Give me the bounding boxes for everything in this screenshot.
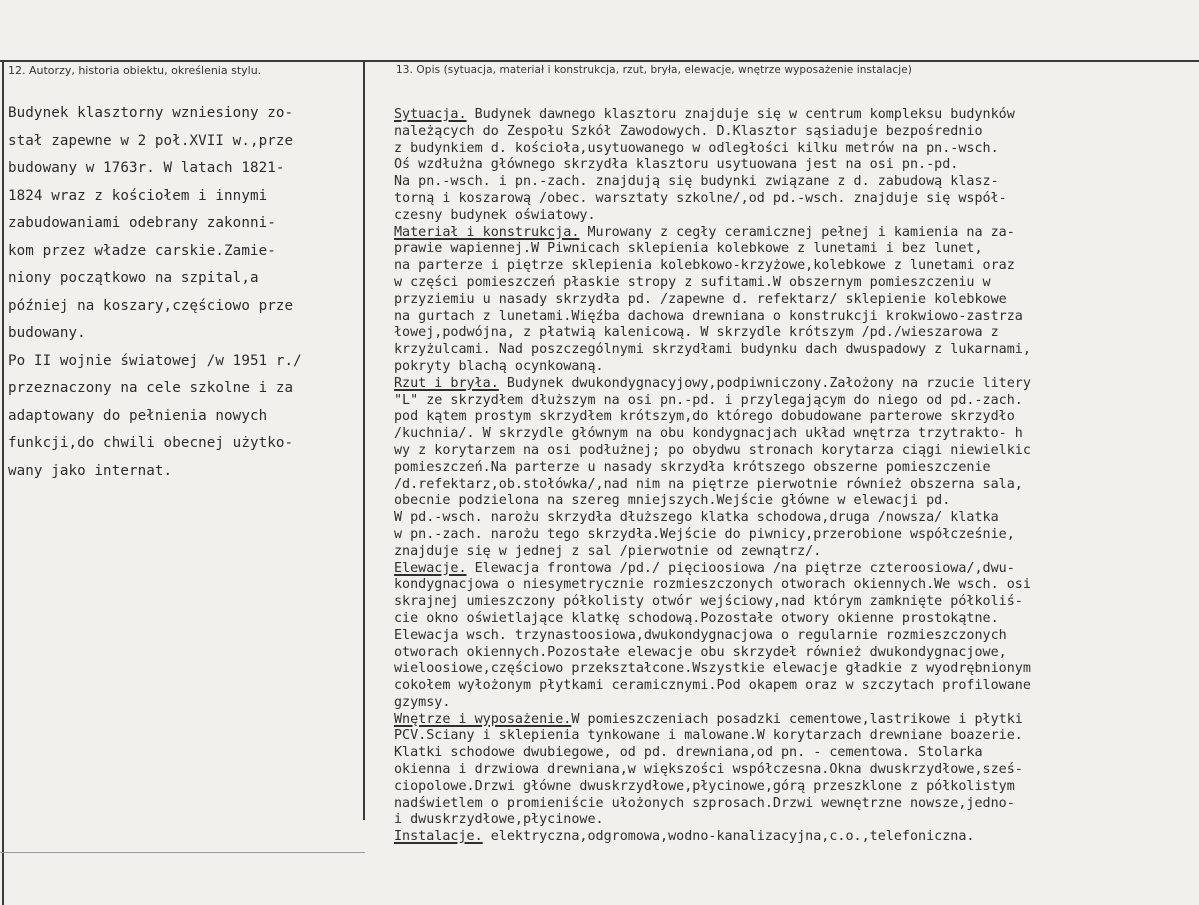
history-text-line: budowany w 1763r. W latach 1821- [8, 160, 285, 176]
description-text-line [394, 460, 1194, 477]
line-text: z budynkiem d. kościoła,usytuowanego w odległości kilku metrów na pn.-wsch. [394, 140, 999, 156]
description-text-line [394, 561, 1194, 578]
line-text: Elewacja frontowa /pd./ pięcioosiowa /na piętrze czteroosiowa/,dwu- [466, 560, 1015, 576]
description-text-line [394, 409, 1194, 426]
line-text: w części pomieszczeń płaskie stropy z sufitami.W obszernym pomieszczeniu w [394, 274, 991, 290]
section-heading: Wnętrze i wyposażenie. [394, 711, 572, 727]
description-text-line [394, 157, 1194, 174]
line-text: PCV.Ściany i sklepienia tynkowane i malowane.W korytarzach drewniane boazerie. [394, 728, 1023, 744]
description-text-line [394, 393, 1194, 410]
line-text: torną i koszarową /obec. warsztaty szkolne/,od pd.-wsch. znajduje się współ- [394, 190, 1007, 206]
line-text: kondygnacjowa o niesymetrycznie rozmieszczonych otworach okiennych.We wsch. osi [394, 577, 1031, 593]
description-text-line [394, 443, 1194, 460]
line-text: W pomieszczeniach posadzki cementowe,lastrikowe i płytki [571, 711, 1023, 727]
history-text-line: wany jako internat. [8, 462, 173, 479]
section-heading: Sytuacja. [394, 107, 467, 122]
line-text: pod kątem prostym skrzydłem krótszym,do którego dobudowane parterowe skrzydło [394, 409, 1015, 425]
description-text-line [394, 779, 1194, 796]
line-text: cie okno oświetlające klatkę schodową.Pozostałe otwory okienne prostokątne. [394, 610, 999, 626]
description-text-line [394, 275, 1194, 292]
history-text-line: przeznaczony na cele szkolne i za [8, 380, 294, 396]
history-text-line: adaptowany do pełnienia nowych [8, 407, 268, 424]
line-text: Na pn.-wsch. i pn.-zach. znajdują się budynki związane z d. zabudową klasz- [394, 174, 999, 190]
description-text-line [394, 510, 1194, 527]
line-text: należących do Zespołu Szkół Zawodowych. D.Klasztor sąsiaduje bezpośrednio [394, 123, 983, 139]
description-text-line [394, 577, 1194, 594]
description-text-line [394, 225, 1194, 242]
section-heading: Materiał i konstrukcja. [394, 224, 580, 240]
description-text-line [394, 796, 1194, 813]
line-text: pomieszczeń.Na parterze u nasady skrzydła krótszego obszerne pomieszczenie [394, 459, 991, 475]
line-text: Budynek dwukondygnacyjowy,podpiwniczony.Założony na rzucie litery [498, 375, 1031, 391]
description-text-line [394, 829, 1194, 846]
description-text-line [394, 493, 1194, 510]
left-bottom-rule [0, 852, 365, 853]
description-text-line [394, 426, 1194, 443]
line-text: Murowany z cegły ceramicznej pełnej i kamienia na za- [579, 224, 1015, 240]
section-12-header: 12. Autorzy, historia obiektu, określenia stylu. [8, 64, 262, 77]
line-text: skrajnej umieszczony półkolisty otwór wejściowy,nad którym zamknięte półkoliś- [394, 594, 1023, 610]
column-divider [363, 60, 365, 820]
description-text-line [394, 695, 1194, 712]
left-border-rule [2, 60, 4, 905]
top-rule [0, 60, 1199, 62]
description-text-line [394, 325, 1194, 342]
description-text-line [394, 309, 1194, 326]
line-text: cokołem wyłożonym płytkami ceramicznymi.Pod okapem oraz w szczytach profilowane [394, 678, 1031, 694]
description-text-line [394, 728, 1194, 745]
line-text: wy z korytarzem na osi podłużnej; po obydwu stronach korytarza ciągi niewielkic [394, 442, 1031, 458]
line-text: na parterze i piętrze sklepienia kolebkowo-krzyżowe,kolebkowe z lunetami oraz [394, 258, 1015, 274]
description-text-line [394, 812, 1194, 829]
line-text: przyziemiu u nasady skrzydła pd. /zapewne d. refektarz/ sklepienie kolebkowe [394, 291, 1007, 307]
history-text-line: stał zapewne w 2 poł.XVII w.,prze [8, 132, 294, 149]
description-text-line [394, 594, 1194, 611]
history-text-line: 1824 wraz z kościołem i innymi [8, 187, 268, 204]
description-text-line [394, 174, 1194, 191]
history-text-line: Po II wojnie światowej /w 1951 r./ [8, 352, 302, 369]
line-text: prawie wapiennej.W Piwnicach sklepienia kolebkowe z lunetami i bez lunet, [394, 241, 983, 257]
line-text: Budynek dawnego klasztoru znajduje się w centrum kompleksu budynków [466, 107, 1015, 122]
history-text-line: budowany. [8, 325, 86, 341]
description-text-line [394, 258, 1194, 275]
line-text: i dwuskrzydłowe,płycinowe. [394, 812, 604, 828]
description-text-line [394, 661, 1194, 678]
description-text-line [394, 544, 1194, 561]
line-text: ciopolowe.Drzwi główne dwuskrzydłowe,płycinowe,górą przeszklone z półkolistym [394, 778, 1015, 794]
description-text-line [394, 191, 1194, 208]
description-text-line [394, 292, 1194, 309]
description-text-line [394, 208, 1194, 225]
description-text-line [394, 678, 1194, 695]
history-text-line: funkcji,do chwili obecnej użytko- [8, 435, 294, 451]
line-text: w pn.-zach. narożu tego skrzydła.Wejście do piwnicy,przerobione współcześnie, [394, 526, 1015, 542]
description-text-line [394, 124, 1194, 141]
line-text: okienna i drzwiowa drewniana,w większości współczesna.Okna dwuskrzydłowe,sześ- [394, 762, 1023, 778]
description-text-line [394, 527, 1194, 544]
line-text: pokryty blachą ocynkowaną. [394, 358, 604, 374]
history-text-line: później na koszary,częściowo prze [8, 297, 294, 314]
line-text: obecnie podzielona na szereg mniejszych.Wejście główne w elewacji pd. [394, 493, 951, 509]
line-text: czesny budynek oświatowy. [394, 207, 596, 223]
description-text-line [394, 342, 1194, 359]
section-heading: Rzut i bryła. [394, 375, 499, 391]
description-text-line [394, 376, 1194, 393]
history-text-line: Budynek klasztorny wzniesiony zo- [8, 105, 294, 121]
description-text-line [394, 712, 1194, 729]
line-text: łowej,podwójna, z płatwią kalenicową. W skrzydle krótszym /pd./wieszarowa z [394, 325, 999, 341]
history-text-column [8, 100, 358, 485]
description-text-line [394, 477, 1194, 494]
line-text: otworach okiennych.Pozostałe elewacje obu skrzydeł również dwukondygnacjowe, [394, 644, 1007, 660]
description-text-column [394, 107, 1194, 846]
description-text-line [394, 359, 1194, 376]
line-text: wieloosiowe,częściowo przekształcone.Wszystkie elewacje gładkie z wyodrębnionym [394, 661, 1031, 677]
line-text: /kuchnia/. W skrzydle głównym na obu kondygnacjach układ wnętrza trzytrakto- h [394, 426, 1023, 442]
section-13-header: 13. Opis (sytuacja, materiał i konstrukcja, rzut, bryła, elewacje, wnętrze wyposażenie instalacje) [396, 64, 913, 76]
line-text: W pd.-wsch. narożu skrzydła dłuższego klatka schodowa,druga /nowsza/ klatka [394, 510, 999, 526]
line-text: znajduje się w jednej z sal /pierwotnie od zewnątrz/. [394, 543, 822, 559]
line-text: na gurtach z lunetami.Więźba dachowa drewniana o konstrukcji krokwiowo-zastrza [394, 308, 1023, 324]
description-text-line [394, 628, 1194, 645]
description-text-line [394, 141, 1194, 158]
section-heading: Instalacje. [394, 829, 483, 845]
history-text-line: zabudowaniami odebrany zakonni- [8, 215, 276, 231]
line-text: nadświetlem o promieniście ułożonych szprosach.Drzwi wewnętrzne nowsze,jedno- [394, 795, 1015, 811]
description-text-line [394, 107, 1194, 124]
line-text: krzyżulcami. Nad poszczególnymi skrzydłami budynku dach dwuspadowy z lukarnami, [394, 342, 1031, 358]
description-text-line [394, 241, 1194, 258]
section-heading: Elewacje. [394, 560, 467, 576]
line-text: /d.refektarz,ob.stołówka/,nad nim na piętrze pierwotnie również obszerna sala, [394, 476, 1023, 492]
line-text: Elewacja wsch. trzynastoosiowa,dwukondygnacjowa o regularnie rozmieszczonych [394, 627, 1007, 643]
description-text-line [394, 745, 1194, 762]
line-text: Klatki schodowe dwubiegowe, od pd. drewniana,od pn. - cementowa. Stolarka [394, 745, 983, 761]
history-text-line: niony początkowo na szpital,a [8, 270, 259, 286]
description-text-line [394, 645, 1194, 662]
history-text-line: kom przez władze carskie.Zamie- [8, 242, 276, 259]
description-text-line [394, 762, 1194, 779]
description-text-line [394, 611, 1194, 628]
line-text: gzymsy. [394, 694, 451, 710]
line-text: "L" ze skrzydłem dłuższym na osi pn.-pd. i przylegającym do niego od pd.-zach. [394, 392, 1023, 408]
line-text: elektryczna,odgromowa,wodno-kanalizacyjna,c.o.,telefoniczna. [482, 829, 975, 845]
line-text: Oś wzdłużna głównego skrzydła klasztoru usytuowana jest na osi pn.-pd. [394, 157, 959, 173]
